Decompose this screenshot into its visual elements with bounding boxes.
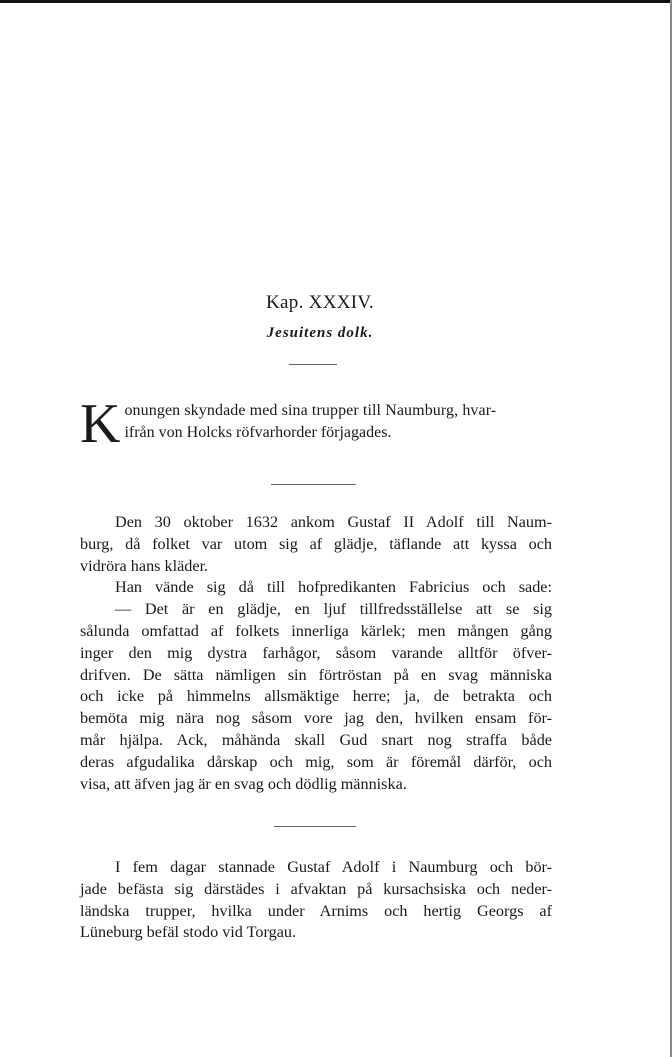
text-line: — Det är en glädje, en ljuf tillfredsställelse att se sig: [115, 600, 552, 619]
text-line: burg, då folket var utom sig af glädje, täflande att kyssa och: [80, 534, 552, 553]
text-line: visa, att äfven jag är en svag och dödlig människa.: [80, 774, 407, 793]
text-line: sålunda omfattad af folkets innerliga kärlek; men mången gång: [80, 621, 552, 640]
text-line: Han vände sig då till hofpredikanten Fabricius och sade:: [115, 578, 552, 597]
body-paragraph-1: [80, 512, 552, 795]
drop-cap: K: [80, 393, 121, 455]
summary-line: ifrån von Holcks röfvarhorder förjagades.: [124, 424, 392, 441]
text-line: Den 30 oktober 1632 ankom Gustaf II Adolf till Naum-: [115, 513, 552, 531]
text-line: drifven. De sätta nämligen sin förtröstan på en svag människa: [80, 665, 552, 684]
chapter-summary: [80, 393, 560, 455]
divider-rule: [289, 364, 337, 365]
text-line: vidröra hans kläder.: [80, 556, 209, 575]
text-line: Lüneburg befäl stodo vid Torgau.: [80, 923, 297, 942]
body-paragraph-2: [80, 857, 552, 944]
text-line: inger den mig dystra farhågor, såsom varande alltför öfver-: [80, 643, 552, 662]
text-line: deras afgudalika dårskap och mig, som är föremål därför, och: [80, 752, 552, 771]
text-line: bemöta mig nära nog såsom vore jag den, hvilken ensam för-: [80, 709, 552, 728]
divider-rule: [274, 826, 356, 827]
text-line: jade befästa sig därstädes i afvaktan på kursachsiska och neder-: [80, 879, 552, 898]
chapter-subtitle: Jesuitens dolk.: [266, 325, 374, 341]
text-line: ländska trupper, hvilka under Arnims och hertig Georgs af: [80, 901, 552, 920]
text-line: mår hjälpa. Ack, måhända skall Gud snart nog straffa både: [80, 730, 552, 749]
chapter-heading: Kap. XXXIV.: [266, 292, 374, 313]
page-top-edge: [0, 0, 672, 3]
summary-line: onungen skyndade med sina trupper till Naumburg, hvar-: [124, 402, 497, 419]
divider-rule: [271, 484, 356, 485]
text-line: och icke på himmelns allsmäktige herre; ja, de betrakta och: [80, 687, 552, 706]
text-line: I fem dagar stannade Gustaf Adolf i Naumburg och bör-: [115, 858, 552, 876]
